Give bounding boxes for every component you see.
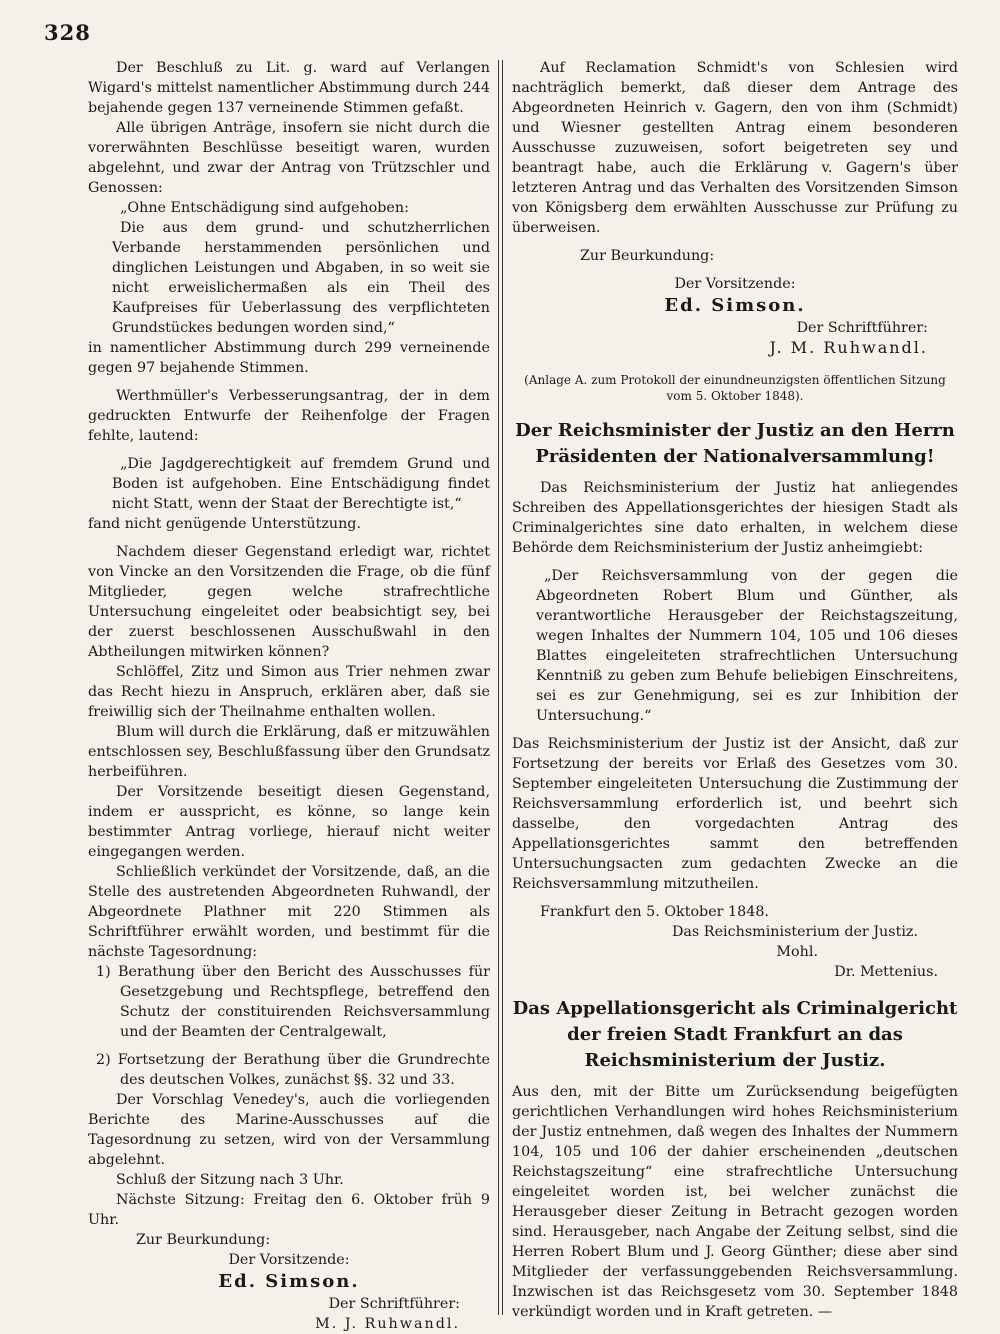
paragraph: Der Beschluß zu Lit. g. ward auf Verlangen Wigard's mittelst namentlicher Abstimmung durch 244 bejahende gegen 137 verneinende Stimmen gefaßt.	[88, 60, 490, 116]
agenda-item: 2) Fortsetzung der Berathung über die Grundrechte des deutschen Volkes, zunächst §§. 32 und 33.	[96, 1052, 490, 1088]
secretary-signature: M. J. Ruhwandl.	[315, 1316, 460, 1332]
section-heading: Der Reichsminister der Justiz an den Herrn Präsidenten der Nationalversammlung!	[515, 420, 955, 467]
paragraph: Der Vorsitzende beseitigt diesen Gegenstand, indem er ausspricht, es könne, so lange kein bestimmter Antrag vorliege, hierauf nicht weiter eingegangen werden.	[88, 784, 490, 860]
president-title: Der Vorsitzende:	[228, 1252, 350, 1268]
quote: „Ohne Entschädigung sind aufgehoben:	[120, 200, 409, 216]
paragraph: Schluß der Sitzung nach 3 Uhr.	[116, 1172, 344, 1188]
paragraph: Schließlich verkündet der Vorsitzende, daß, an die Stelle des austretenden Abgeordneten Ruhwandl, der Abgeordnete Plathner mit 220 Stimmen als Schriftführer erwählt worden, und bestimmt für die nächste Tagesordnung:	[88, 864, 490, 960]
paragraph: Werthmüller's Verbesserungsantrag, der in dem gedruckten Entwurfe der Reihenfolge der Fragen fehlte, lautend:	[88, 388, 490, 444]
signer-name: Mohl.	[776, 944, 818, 960]
section-heading: Das Appellationsgericht als Criminalgericht der freien Stadt Frankfurt an das Reichsministerium der Justiz.	[512, 998, 958, 1071]
paragraph: Auf Reclamation Schmidt's von Schlesien wird nachträglich bemerkt, daß dieser dem Antrage des Abgeordneten Heinrich v. Gagern, den von ihm (Schmidt) und Wiesner gestellten Antrag einem besonderen Ausschusse zuzuweisen, sofort beigetreten sey und beantragt habe, auch die Erklärung v. Gagern's über letzteren Antrag und das Verhalten des Vorsitzenden Simson von Königsberg dem erwählten Ausschusse zur Prüfung zu überweisen.	[512, 60, 958, 236]
signer-name: Dr. Mettenius.	[834, 964, 938, 980]
secretary-signature: J. M. Ruhwandl.	[769, 338, 928, 357]
right-column	[512, 58, 958, 1321]
paragraph: fand nicht genügende Unterstützung.	[88, 516, 361, 532]
secretary-title: Der Schriftführer:	[328, 1296, 460, 1312]
certification-label: Zur Beurkundung:	[580, 248, 715, 264]
secretary-title: Der Schriftführer:	[796, 320, 928, 336]
paragraph: Nachdem dieser Gegenstand erledigt war, richtet von Vincke an den Vorsitzenden die Frage, ob die fünf Mitglieder, gegen welche strafrechtliche Untersuchung eingeleitet oder beabsichtigt sey, bei der zuerst beschlossenen Ausschußwahl in den Abtheilungen mitwirken können?	[88, 544, 490, 660]
president-title: Der Vorsitzende:	[674, 276, 796, 292]
page-number: 328	[44, 20, 91, 45]
president-signature: Ed. Simson.	[664, 295, 806, 316]
column-divider	[502, 60, 503, 1315]
left-column	[88, 58, 490, 1332]
quote: „Der Reichsversammlung von der gegen die Abgeordneten Robert Blum und Günther, als verantwortliche Herausgeber der Reichstagszeitung, wegen Inhaltes der Nummern 104, 105 und 106 dieses Blattes eingeleiteten strafrechtlichen Untersuchung Kenntniß zu geben zum Behufe beliebigen Einschreitens, sei es zur Genehmigung, sei es zur Inhibition der Untersuchung.“	[536, 568, 958, 724]
paragraph: in namentlicher Abstimmung durch 299 verneinende gegen 97 bejahende Stimmen.	[88, 340, 490, 376]
annex-note: (Anlage A. zum Protokoll der einundneunzigsten öffentlichen Sitzung vom 5. Oktober 1848).	[524, 373, 946, 403]
paragraph: Schlöffel, Zitz und Simon aus Trier nehmen zwar das Recht hiezu in Anspruch, erklären aber, daß sie freiwillig sich der Theilnahme enthalten wollen.	[88, 664, 490, 720]
certification-label: Zur Beurkundung:	[136, 1232, 271, 1248]
agenda-item: 1) Berathung über den Bericht des Ausschusses für Gesetzgebung und Rechtspflege, betreffend den Schutz der constituirenden Reichsversammlung und der Beamten der Centralgewalt,	[96, 964, 490, 1040]
column-divider	[498, 60, 499, 1315]
paragraph: Das Reichsministerium der Justiz ist der Ansicht, daß zur Fortsetzung der bereits vor Erlaß des Gesetzes vom 30. September eingeleiteten Untersuchung die Zustimmung der Reichsversammlung erforderlich ist, und beehrt sich dasselbe, den vorgedachten Antrag des Appellationsgerichtes sammt den betreffenden Untersuchungsacten zum gedachten Zwecke an die Reichsversammlung mitzutheilen.	[512, 736, 958, 892]
president-signature: Ed. Simson.	[218, 1271, 360, 1292]
paragraph: Aus den, mit der Bitte um Zurücksendung beigefügten gerichtlichen Verhandlungen wird hohes Reichsministerium der Justiz entnehmen, daß wegen des Inhaltes der Nummern 104, 105 und 106 der dahier erscheinenden „deutschen Reichstagszeitung“ eine strafrechtliche Untersuchung eingeleitet worden ist, bei welcher zunächst die Herausgeber dieser Zeitung in Betracht gezogen worden sind. Herausgeber, nach Angabe der Zeitung selbst, sind die Herren Robert Blum und J. Georg Günther; diese aber sind Mitglieder der verfassunggebenden Reichsversammlung. Inzwischen ist das Reichsgesetz vom 30. September 1848 verkündigt worden und in Kraft getreten. —	[512, 1084, 958, 1320]
date-line: Frankfurt den 5. Oktober 1848.	[540, 904, 769, 920]
quote: „Die Jagdgerechtigkeit auf fremdem Grund und Boden ist aufgehoben. Eine Entschädigung findet nicht Statt, wenn der Staat der Berechtigte ist,“	[112, 456, 490, 512]
paragraph: Alle übrigen Anträge, insofern sie nicht durch die vorerwähnten Beschlüsse beseitigt waren, wurden abgelehnt, und zwar der Antrag von Trützschler und Genossen:	[88, 120, 490, 196]
paragraph: Nächste Sitzung: Freitag den 6. Oktober früh 9 Uhr.	[88, 1192, 490, 1228]
ministry-signature: Das Reichsministerium der Justiz.	[671, 924, 918, 940]
paragraph: Blum will durch die Erklärung, daß er mitzuwählen entschlossen sey, Beschlußfassung über den Grundsatz herbeiführen.	[88, 724, 490, 780]
paragraph: Der Vorschlag Venedey's, auch die vorliegenden Berichte des Marine-Ausschusses auf die Tagesordnung zu setzen, wird von der Versammlung abgelehnt.	[88, 1092, 490, 1168]
paragraph: Das Reichsministerium der Justiz hat anliegendes Schreiben des Appellationsgerichtes der hiesigen Stadt als Criminalgerichtes sine dato erhalten, in welchem diese Behörde dem Reichsministerium der Justiz anheimgiebt:	[512, 480, 958, 556]
quote: Die aus dem grund- und schutzherrlichen Verbande herstammenden persönlichen und dinglichen Leistungen und Abgaben, in so weit sie nicht erweislichermaßen als ein Theil des Kaufpreises für Ueberlassung des verpflichteten Grundstückes bedungen worden sind,“	[112, 220, 490, 336]
